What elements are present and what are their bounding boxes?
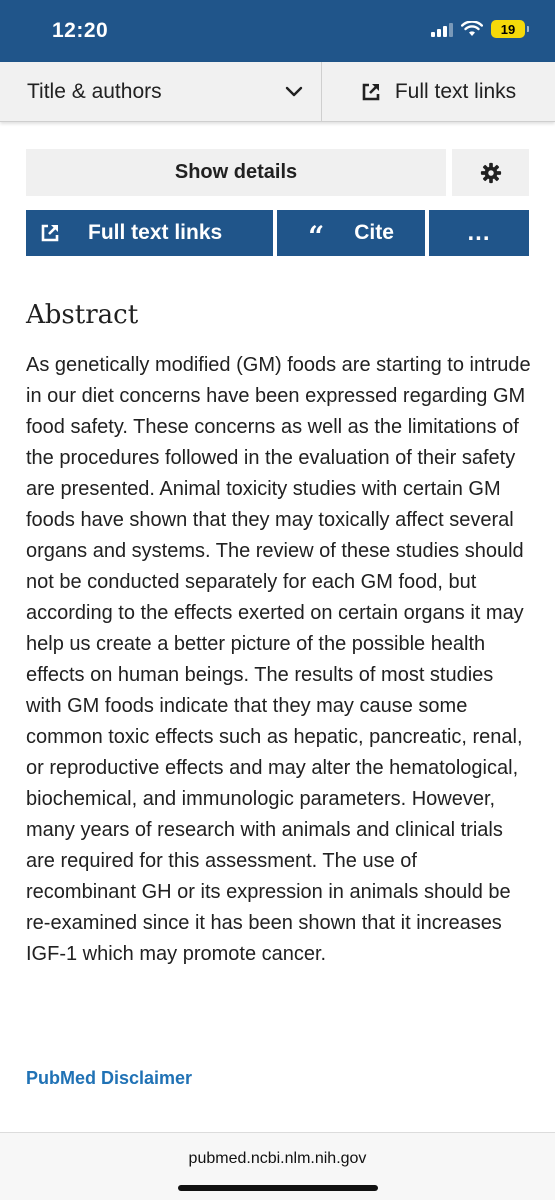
nav-full-text-links-label: Full text links <box>394 79 517 103</box>
quote-icon: “ <box>308 220 325 253</box>
settings-button[interactable] <box>452 149 529 196</box>
abstract-heading: Abstract <box>26 300 139 330</box>
abstract-text: As genetically modified (GM) foods are starting to intrude in our diet concerns have been expressed regarding GM food safety. These concerns as well as the limitations of the procedures followed in the evaluation of their safety are presented. Animal toxicity studies with certain GM foods have shown that they may toxically affect several organs and systems. The review of these studies should not be conducted separately for each GM food, but according to the effects exerted on certain organs it may help us create a better picture of the possible health effects on human beings. The results of most studies with GM foods indicate that they may cause some common toxic effects such as hepatic, pancreatic, renal, or reproductive effects and may alter the hematological, biochemical, and immunologic parameters. However, many years of research with animals and clinical trials are required for this assessment. The use of recombinant GH or its expression in animals should be re-examined since it has been shown that it increases IGF-1 which may promote cancer. <box>26 354 531 965</box>
title-authors-dropdown[interactable] <box>0 62 322 121</box>
cite-button[interactable] <box>277 210 425 256</box>
external-link-icon <box>40 223 60 243</box>
pubmed-disclaimer-link[interactable]: PubMed Disclaimer <box>26 1068 193 1088</box>
browser-address-bar[interactable] <box>0 1132 555 1200</box>
signal-icon <box>431 21 453 37</box>
status-bar <box>0 0 555 62</box>
actions-row <box>26 210 529 256</box>
full-text-links-button[interactable] <box>26 210 273 256</box>
wifi-icon <box>461 21 483 37</box>
battery-icon <box>491 20 525 38</box>
chevron-down-icon <box>285 86 303 98</box>
details-row <box>26 149 529 196</box>
battery-level: 19 <box>500 21 516 37</box>
cite-label: Cite <box>354 221 394 244</box>
show-details-button[interactable]: Show details <box>26 149 446 196</box>
url-text[interactable]: pubmed.ncbi.nlm.nih.gov <box>188 1150 367 1167</box>
status-icons <box>431 20 525 38</box>
full-text-links-label: Full text links <box>88 221 223 244</box>
status-time: 12:20 <box>52 19 109 42</box>
sticky-nav <box>0 62 555 122</box>
gear-icon <box>480 162 502 184</box>
external-link-icon <box>361 82 381 102</box>
home-indicator[interactable] <box>178 1185 378 1191</box>
nav-full-text-links-button[interactable] <box>322 62 555 121</box>
more-actions-button[interactable]: ... <box>429 210 529 256</box>
title-authors-label: Title & authors <box>27 79 162 103</box>
